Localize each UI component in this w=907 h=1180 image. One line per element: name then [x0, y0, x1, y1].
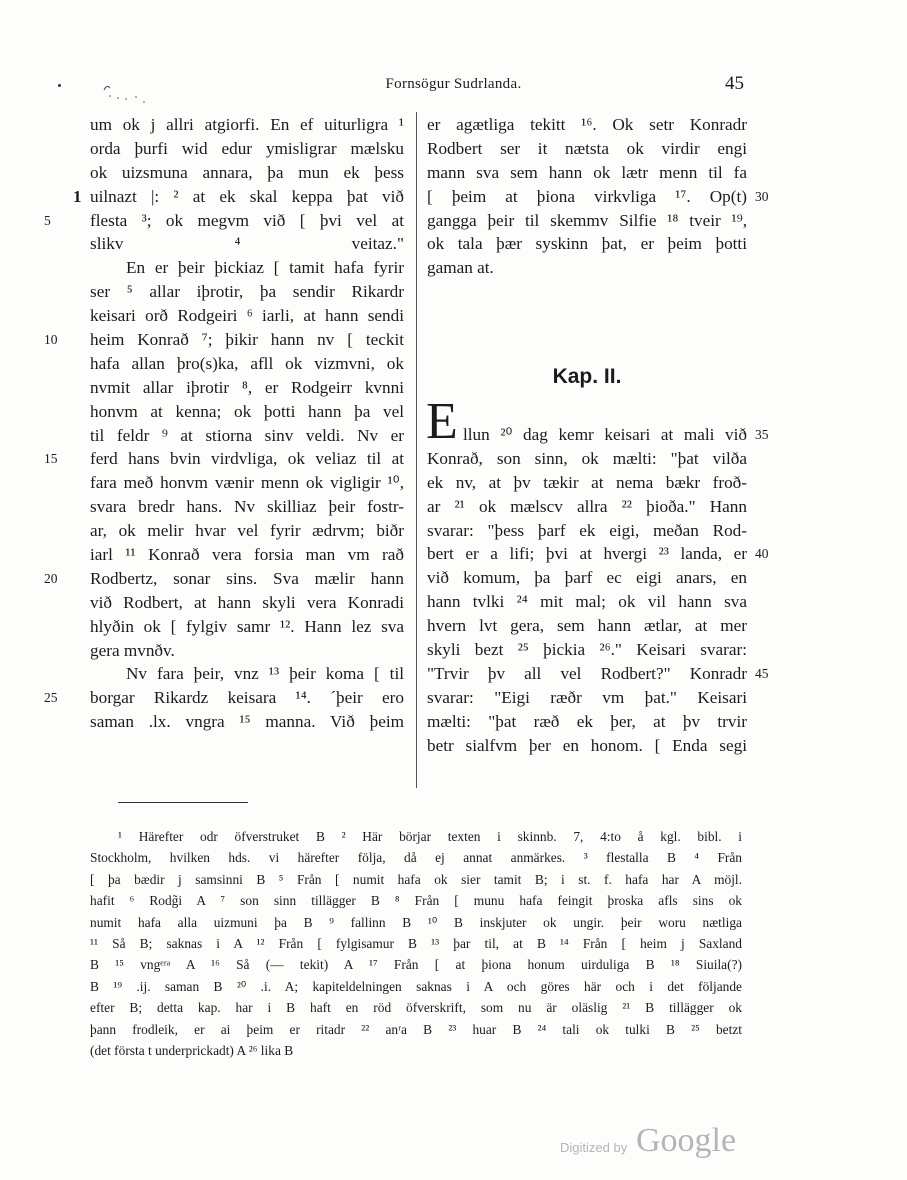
line-number: 40: [755, 546, 769, 562]
line-text: Konrað, son sinn, ok mælti: "þat vilða: [427, 448, 747, 468]
text-line: [427, 185, 769, 209]
text-line: [90, 280, 404, 304]
text-line: [90, 352, 404, 376]
line-text: slikv ⁴ veitaz.": [90, 234, 404, 254]
line-text: borgar Rikardz keisara ¹⁴. ´þeir ero: [90, 688, 404, 708]
text-line: [427, 113, 747, 137]
text-line: [90, 256, 404, 280]
text-line: [90, 495, 404, 519]
text-line: [427, 542, 769, 566]
line-text: gangga þeir til skemmv Silfie ¹⁸ tveir ¹⁹,: [427, 210, 747, 230]
line-text: við Rodbert, at hann skyli vera Konradi: [90, 592, 404, 612]
text-line: [44, 209, 404, 233]
footnote-line: [ þa bædir j samsinni B ⁵ Från [ numit hafa ok sier tamit B; i st. f. hafa har A möjl.: [90, 871, 742, 887]
text-line: [90, 471, 404, 495]
line-text: iarl ¹¹ Konrað vera forsia man vm rað: [90, 545, 404, 565]
text-line: [90, 543, 404, 567]
line-text: flesta ³; ok megvm við [ þvi vel at: [90, 210, 404, 230]
text-line: [44, 447, 404, 471]
line-text: Rodbertz, sonar sins. Sva mælir hann: [90, 568, 404, 588]
text-line: [90, 232, 404, 256]
text-line: [427, 232, 747, 256]
line-text: ok uizsmuna annara, þa mun ek þess: [90, 162, 404, 182]
text-line: [427, 686, 747, 710]
text-line: [90, 304, 404, 328]
line-number: 10: [44, 332, 58, 348]
text-line: [73, 185, 404, 209]
line-text: betr sialfvm þer en honom. [ Enda segi: [427, 735, 747, 755]
text-line: [427, 161, 747, 185]
text-line: [427, 566, 747, 590]
text-line: [90, 376, 404, 400]
text-line: [427, 734, 747, 758]
line-text: bert er a lifi; þvi at hvergi ²³ landa, er: [427, 544, 747, 564]
line-number: 20: [44, 570, 58, 586]
line-text: svarar: "Eigi ræðr vm þat." Keisari: [427, 687, 747, 707]
text-line: [44, 686, 404, 710]
page-header: [0, 73, 907, 98]
text-line: [427, 495, 747, 519]
footnote-divider: [118, 802, 248, 803]
column-divider: [416, 112, 417, 788]
footnote-line: hafit ⁶ Rodg̃i A ⁷ son sinn tillägger B ⁸ Från [ munu hafa feingit þroska afls sins ok: [90, 893, 742, 909]
footnote-line: B ¹⁵ vngᵉʳᵃ A ¹⁶ Så (— tekit) A ¹⁷ Från [ at þiona honum uirduliga B ¹⁸ Siuila(?): [90, 957, 742, 973]
text-line: [90, 424, 404, 448]
footnote-line: Stockholm, hvilken hds. vi härefter följa, då ej annat anmärkes. ³ flestalla B ⁴ Från: [90, 850, 742, 866]
text-line: [90, 710, 404, 734]
line-text: fara með honvm vænir menn ok vigligir ¹⁰,: [90, 473, 404, 493]
text-line: [44, 567, 404, 591]
line-text: við komum, þa þarf ec eigi anars, en: [427, 568, 747, 588]
footnote-line: ¹¹ Så B; saknas i A ¹² Från [ fylgisamur B ¹³ þar til, at B ¹⁴ Från [ heim j Saxland: [90, 935, 742, 951]
line-number: 1: [73, 186, 82, 206]
line-text: til feldr ⁹ at stiorna sinv veldi. Nv er: [90, 425, 404, 445]
line-number: 5: [44, 212, 51, 228]
line-text: saman .lx. vngra ¹⁵ manna. Við þeim: [90, 712, 404, 732]
text-line: [90, 113, 404, 137]
watermark-prefix: Digitized by: [560, 1140, 628, 1155]
footnote-line: B ¹⁹ .ij. saman B ²⁰ .i. A; kapiteldelningen saknas i A och göres här och i det följande: [90, 978, 742, 994]
line-text: ok tala þær syskinn þat, er þeim þotti: [427, 234, 747, 254]
line-text: hlyðin ok [ fylgiv samr ¹². Hann lez sva: [90, 616, 404, 636]
text-line: [90, 591, 404, 615]
footnote-line: þann frodleik, er ai þeim er ritadr ²² anʳa B ²³ huar B ²⁴ tali ok tulki B ²⁵ betzt: [90, 1021, 742, 1037]
text-line: [44, 328, 404, 352]
line-number: 15: [44, 451, 58, 467]
line-text: [ þeim at þiona virkvliga ¹⁷. Op(t): [427, 186, 747, 206]
line-text: Rodbert ser it nætsta ok virdir engi: [427, 138, 747, 158]
left-text-column: [44, 113, 404, 734]
line-text: llun ²⁰ dag kemr keisari at mali við: [463, 425, 747, 444]
text-line: [427, 614, 747, 638]
page-number: 45: [725, 73, 744, 94]
line-text: orda þurfi wid edur ymisligrar mælsku: [90, 138, 404, 158]
line-text: ar, ok melir hvar vel fyrir ædrvm; biðr: [90, 521, 404, 541]
line-text: gaman at.: [427, 258, 494, 278]
line-text: ser ⁵ allar iþrotir, þa sendir Rikardr: [90, 282, 404, 302]
line-number: 45: [755, 665, 769, 681]
line-number: 30: [755, 188, 769, 204]
footnote-line: efter B; detta kap. har i B haft en röd öfverskrift, som nu är oläslig ²¹ B tillägger ok: [90, 1000, 742, 1016]
right-text-column: [427, 113, 769, 280]
line-text: svarar: "þess þarf ek eigi, meðan Rod-: [427, 520, 747, 540]
chapter-text-column: [427, 423, 769, 757]
drop-cap: E: [426, 393, 458, 450]
text-line: [427, 590, 747, 614]
text-line: [427, 137, 747, 161]
line-text: svara bredr hans. Nv skilliaz þeir fostr-: [90, 497, 404, 517]
text-line: [427, 447, 747, 471]
line-text: hvern lvt gera, sem hann ætlar, at mer: [427, 616, 747, 636]
text-line: [90, 615, 404, 639]
google-logo: Google: [636, 1122, 737, 1159]
line-text: mælti: "þat ræð ek þer, at þv trvir: [427, 711, 747, 731]
text-line: [427, 471, 747, 495]
footnote-line: (det första t underprickadt) A ²⁶ lika B: [90, 1042, 294, 1058]
text-line: [90, 400, 404, 424]
line-text: um ok j allri atgiorfi. En ef uiturligra ¹: [90, 115, 404, 134]
text-line: [427, 662, 769, 686]
text-line: [427, 638, 747, 662]
chapter-heading: Kap. II.: [552, 365, 622, 388]
line-text: hafa allan þro(s)ka, afll ok vizmvni, ok: [90, 353, 404, 373]
text-line: [90, 639, 404, 663]
line-text: "Trvir þv all vel Rodbert?" Konradr: [427, 663, 747, 683]
digitized-watermark: [560, 1124, 760, 1164]
text-line: [90, 519, 404, 543]
line-text: uilnazt |: ² at ek skal keppa þat við: [90, 186, 404, 206]
line-text: honvm at kenna; ok þotti hann þa vel: [90, 401, 404, 421]
line-text: ar ²¹ ok mælscv allra ²² þioða." Hann: [427, 496, 747, 516]
line-text: er agætliga tekitt ¹⁶. Ok setr Konradr: [427, 115, 747, 134]
text-line: [427, 519, 747, 543]
text-line: [427, 710, 747, 734]
footnote-line: ¹ Härefter odr öfverstruket B ² Här börjar texten i skinnb. 7, 4:to å kgl. bibl. i: [118, 829, 742, 844]
text-line: [90, 161, 404, 185]
text-line: [427, 256, 747, 280]
text-line: [90, 137, 404, 161]
text-line: [90, 662, 404, 686]
line-text: mann sva sem hann ok lætr menn til fa: [427, 162, 747, 182]
line-text: En er þeir þickiaz [ tamit hafa fyrir: [126, 258, 404, 278]
line-text: hann tvlki ²⁴ mit mal; ok vil hann sva: [427, 592, 747, 612]
line-number: 25: [44, 690, 58, 706]
line-text: keisari orð Rodgeiri ⁶ iarli, at hann sendi: [90, 306, 404, 326]
line-text: ferd hans bvin virdvliga, ok veliaz til at: [90, 449, 404, 469]
text-line: [427, 209, 747, 233]
line-text: heim Konrað ⁷; þikir hann nv [ teckit: [90, 330, 404, 350]
line-text: nvmit allar iþrotir ⁸, er Rodgeirr kvnni: [90, 377, 404, 397]
line-text: ek nv, at þv tækir at nema bækr froð-: [427, 472, 747, 492]
footnotes: [90, 826, 742, 1061]
line-text: skyli bezt ²⁵ þickia ²⁶." Keisari svarar:: [427, 640, 747, 660]
running-title: Fornsögur Sudrlanda.: [385, 76, 522, 92]
footnote-line: numit hafa alla uizmuni þa B ⁹ fallinn B ¹⁰ B inskjuter ok ungir. þeir woru nætliga: [90, 914, 742, 930]
text-line: [427, 423, 769, 447]
line-text: gera mvnðv.: [90, 640, 175, 660]
line-text: Nv fara þeir, vnz ¹³ þeir koma [ til: [126, 664, 404, 684]
line-number: 35: [755, 427, 769, 442]
